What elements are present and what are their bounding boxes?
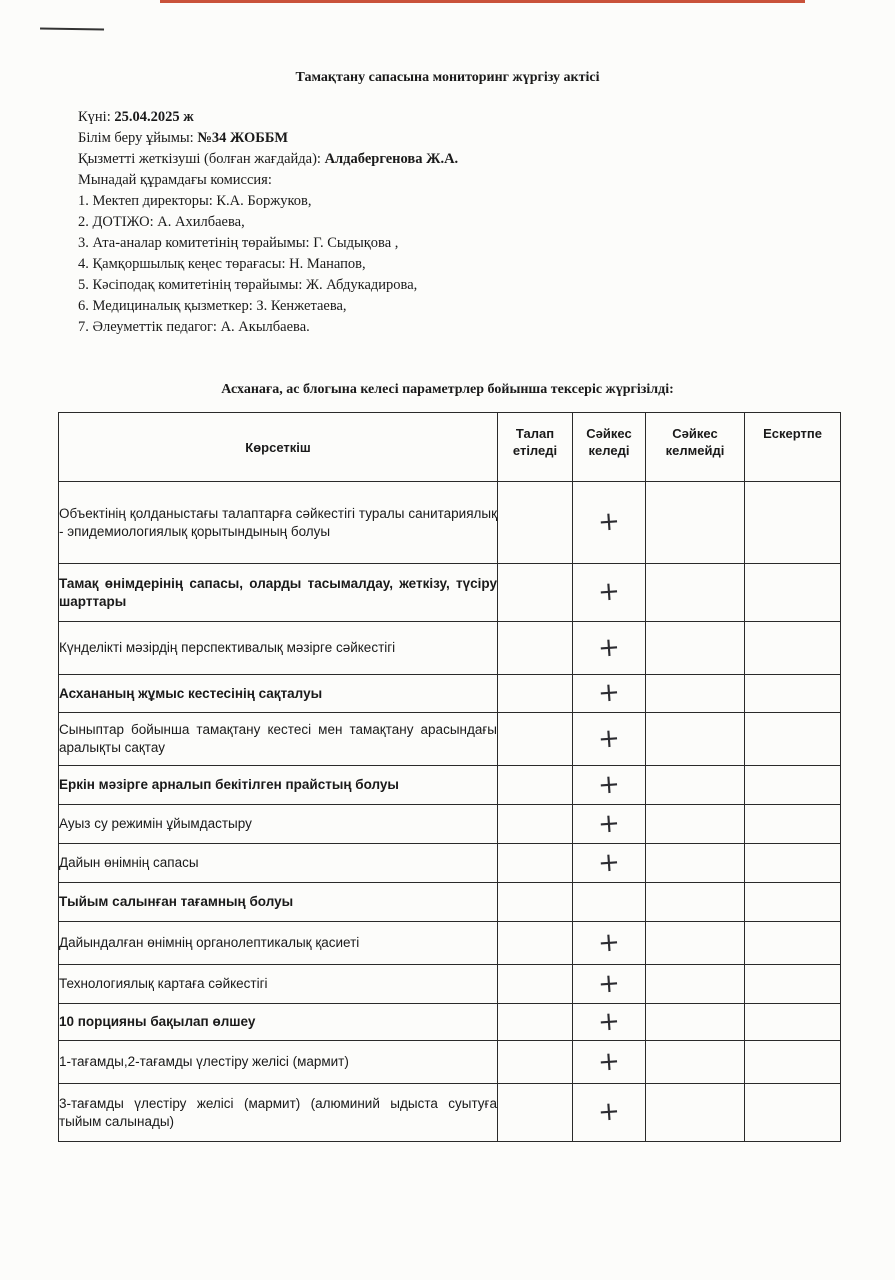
not-complies-cell [646, 766, 745, 805]
table-row [59, 844, 841, 883]
commission-members [78, 191, 458, 338]
table-row [59, 922, 841, 965]
supplier-value: Алдабергенова Ж.А. [324, 151, 459, 167]
not-complies-cell [646, 482, 745, 564]
indicator-cell: Асхананың жұмыс кестесінің сақталуы [59, 675, 498, 713]
note-cell [745, 766, 841, 805]
check-mark: + [597, 807, 621, 840]
note-cell [745, 805, 841, 844]
note-cell [745, 622, 841, 675]
indicator-cell: 10 порцияны бақылап өлшеу [59, 1004, 498, 1041]
not-complies-cell [646, 713, 745, 766]
indicator-cell: Күнделікті мәзірдің перспективалық мәзірге сәйкестігі [59, 622, 498, 675]
complies-cell [573, 622, 646, 675]
commission-member: 3. Ата-аналар комитетінің төрайымы: Г. Сыдықова , [78, 235, 399, 251]
not-complies-cell [646, 883, 745, 922]
not-complies-cell [646, 1084, 745, 1142]
table-row [59, 883, 841, 922]
indicator-cell: Еркін мәзірге арналып бекітілген прайстың болуы [59, 766, 498, 805]
complies-cell [573, 482, 646, 564]
not-complies-cell [646, 965, 745, 1004]
indicator-cell: Дайындалған өнімнің органолептикалық қасиеті [59, 922, 498, 965]
complies-cell [573, 1041, 646, 1084]
organization-value: №34 ЖОББМ [197, 130, 289, 146]
indicator-cell: 3-тағамды үлестіру желісі (мармит) (алюминий ыдыста суытуға тыйым салынады) [59, 1084, 498, 1142]
organization-label: Білім беру ұйымы: [78, 130, 194, 146]
table-row [59, 766, 841, 805]
not-complies-cell [646, 844, 745, 883]
commission-member: 1. Мектеп директоры: К.А. Боржуков, [78, 193, 312, 209]
note-cell [745, 564, 841, 622]
inspection-table [58, 412, 841, 1142]
required-cell [498, 1004, 573, 1041]
required-cell [498, 713, 573, 766]
complies-cell [573, 844, 646, 883]
indicator-cell: 1-тағамды,2-тағамды үлестіру желісі (мармит) [59, 1041, 498, 1084]
note-cell [745, 1041, 841, 1084]
required-cell [498, 622, 573, 675]
required-cell [498, 922, 573, 965]
note-cell [745, 1004, 841, 1041]
complies-cell [573, 564, 646, 622]
header-complies: Сәйкес келеді [573, 413, 646, 482]
act-title: Тамақтану сапасына мониторинг жүргізу актісі [295, 70, 600, 85]
required-cell [498, 675, 573, 713]
commission-member: 4. Қамқоршылық кеңес төрағасы: Н. Манапов, [78, 256, 366, 272]
table-row [59, 1084, 841, 1142]
required-cell [498, 844, 573, 883]
table-row [59, 1041, 841, 1084]
supplier-label: Қызметті жеткізуші (болған жағдайда): [78, 151, 321, 167]
indicator-cell: Ауыз су режимін ұйымдастыру [59, 805, 498, 844]
required-cell [498, 805, 573, 844]
check-mark: + [597, 967, 621, 1000]
required-cell [498, 1041, 573, 1084]
table-row [59, 1004, 841, 1041]
complies-cell [573, 883, 646, 922]
date-value: 25.04.2025 ж [114, 109, 194, 125]
indicator-cell: Дайын өнімнің сапасы [59, 844, 498, 883]
header-indicator: Көрсеткіш [59, 413, 498, 482]
required-cell [498, 1084, 573, 1142]
table-row [59, 482, 841, 564]
table-row [59, 805, 841, 844]
complies-cell [573, 805, 646, 844]
table-row [59, 675, 841, 713]
note-cell [745, 965, 841, 1004]
check-mark: + [597, 677, 621, 709]
page-edge-decoration [160, 0, 805, 3]
commission-member: 7. Әлеуметтік педагог: А. Акылбаева. [78, 319, 310, 335]
indicator-cell: Сыныптар бойынша тамақтану кестесі мен тамақтану арасындағы аралықты сақтау [59, 713, 498, 766]
complies-cell [573, 675, 646, 713]
note-cell [745, 1084, 841, 1142]
complies-cell [573, 965, 646, 1004]
check-mark: + [597, 576, 621, 608]
check-mark: + [597, 1096, 621, 1128]
indicator-cell: Технологиялық картаға сәйкестігі [59, 965, 498, 1004]
date-label: Күні: [78, 109, 111, 125]
commission-member: 6. Медициналық қызметкер: З. Кенжетаева, [78, 298, 347, 314]
complies-cell [573, 1004, 646, 1041]
date-line [78, 107, 458, 128]
note-cell [745, 482, 841, 564]
complies-cell [573, 766, 646, 805]
required-cell [498, 564, 573, 622]
check-mark: + [597, 926, 621, 959]
organization-line [78, 128, 458, 149]
check-mark: + [597, 1005, 621, 1038]
table-header-row [59, 413, 841, 482]
not-complies-cell [646, 622, 745, 675]
required-cell [498, 883, 573, 922]
pen-scribble [40, 27, 104, 33]
complies-cell [573, 713, 646, 766]
required-cell [498, 766, 573, 805]
check-mark: + [597, 631, 621, 664]
not-complies-cell [646, 805, 745, 844]
header-required: Талап етіледі [498, 413, 573, 482]
note-cell [745, 883, 841, 922]
header-note: Ескертпе [745, 413, 841, 482]
required-cell [498, 965, 573, 1004]
table-row [59, 622, 841, 675]
inspection-title: Асханаға, ас блогына келесі параметрлер бойынша тексеріс жүргізілді: [221, 382, 674, 397]
not-complies-cell [646, 1041, 745, 1084]
act-header-info [78, 107, 458, 338]
check-mark: + [597, 506, 621, 538]
required-cell [498, 482, 573, 564]
note-cell [745, 844, 841, 883]
complies-cell [573, 1084, 646, 1142]
check-mark: + [597, 722, 621, 755]
indicator-cell: Объектінің қолданыстағы талаптарға сәйкестігі туралы санитариялық - эпидемиологиялық қорытындының болуы [59, 482, 498, 564]
not-complies-cell [646, 675, 745, 713]
not-complies-cell [646, 564, 745, 622]
commission-intro: Мынадай құрамдағы комиссия: [78, 172, 272, 188]
commission-member: 2. ДОТІЖО: А. Ахилбаева, [78, 214, 245, 230]
note-cell [745, 713, 841, 766]
table-row [59, 564, 841, 622]
commission-member: 5. Кәсіподақ комитетінің төрайымы: Ж. Абдукадирова, [78, 277, 418, 293]
note-cell [745, 675, 841, 713]
indicator-cell: Тамақ өнімдерінің сапасы, оларды тасымалдау, жеткізу, түсіру шарттары [59, 564, 498, 622]
not-complies-cell [646, 1004, 745, 1041]
note-cell [745, 922, 841, 965]
check-mark: + [597, 846, 621, 879]
check-mark: + [597, 768, 621, 801]
table-row [59, 713, 841, 766]
supplier-line [78, 149, 458, 170]
header-not-complies: Сәйкес келмейді [646, 413, 745, 482]
complies-cell [573, 922, 646, 965]
check-mark: + [597, 1045, 621, 1078]
not-complies-cell [646, 922, 745, 965]
table-row [59, 965, 841, 1004]
indicator-cell: Тыйым салынған тағамның болуы [59, 883, 498, 922]
